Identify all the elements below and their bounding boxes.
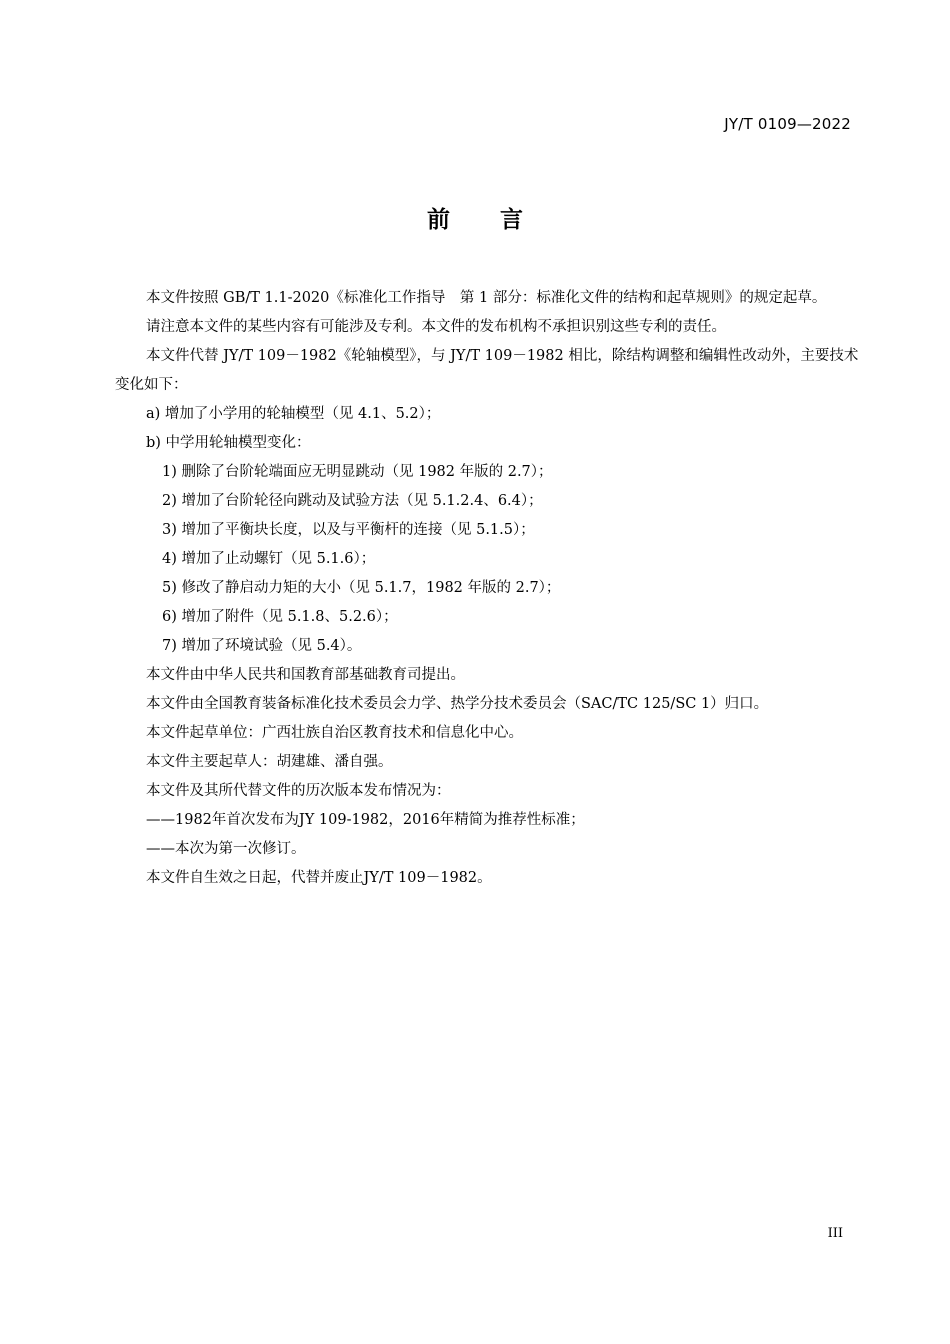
- paragraph-patent-notice: 请注意本文件的某些内容有可能涉及专利。本文件的发布机构不承担识别这些专利的责任。: [146, 319, 726, 335]
- paragraph-committee: 本文件由全国教育装备标准化技术委员会力学、热学分技术委员会（SAC/TC 125/SC 1）归口。: [146, 696, 769, 712]
- history-item: ——本次为第一次修订。: [146, 841, 306, 857]
- paragraph-version-history: 本文件及其所代替文件的历次版本发布情况为：: [146, 783, 451, 799]
- change-subitem: 4) 增加了止动螺钉（见 5.1.6）；: [162, 551, 376, 567]
- change-subitem: 1) 删除了台阶轮端面应无明显跳动（见 1982 年版的 2.7）；: [162, 464, 553, 480]
- page-title: 前言: [427, 207, 573, 233]
- change-subitem: 3) 增加了平衡块长度，以及与平衡杆的连接（见 5.1.5）；: [162, 522, 535, 538]
- change-subitem: 5) 修改了静启动力矩的大小（见 5.1.7，1982 年版的 2.7）；: [162, 580, 561, 596]
- change-item-a: a) 增加了小学用的轮轴模型（见 4.1、5.2）；: [146, 406, 441, 422]
- change-subitem: 7) 增加了环境试验（见 5.4）。: [162, 638, 362, 654]
- change-subitem: 6) 增加了附件（见 5.1.8、5.2.6）；: [162, 609, 398, 625]
- standard-number: JY/T 0109—2022: [724, 115, 851, 133]
- page-number: III: [827, 1226, 843, 1241]
- paragraph-drafting-unit: 本文件起草单位：广西壮族自治区教育技术和信息化中心。: [146, 725, 523, 741]
- paragraph-drafting-basis: 本文件按照 GB/T 1.1-2020《标准化工作指导 第 1 部分：标准化文件的结构和起草规则》的规定起草。: [146, 290, 827, 306]
- paragraph-proposer: 本文件由中华人民共和国教育部基础教育司提出。: [146, 667, 465, 683]
- change-item-b: b) 中学用轮轴模型变化：: [146, 435, 311, 451]
- change-subitem: 2) 增加了台阶轮径向跳动及试验方法（见 5.1.2.4、6.4）；: [162, 493, 543, 509]
- foreword-body: [115, 284, 860, 893]
- history-item: ——1982年首次发布为JY 109-1982，2016年精简为推荐性标准；: [146, 812, 585, 828]
- paragraph-drafters: 本文件主要起草人：胡建雄、潘自强。: [146, 754, 393, 770]
- paragraph-effective: 本文件自生效之日起，代替并废止JY/T 109－1982。: [146, 870, 492, 886]
- paragraph-replacement: 本文件代替 JY/T 109－1982《轮轴模型》，与 JY/T 109－1982 相比，除结构调整和编辑性改动外，主要技术变化如下：: [115, 348, 859, 393]
